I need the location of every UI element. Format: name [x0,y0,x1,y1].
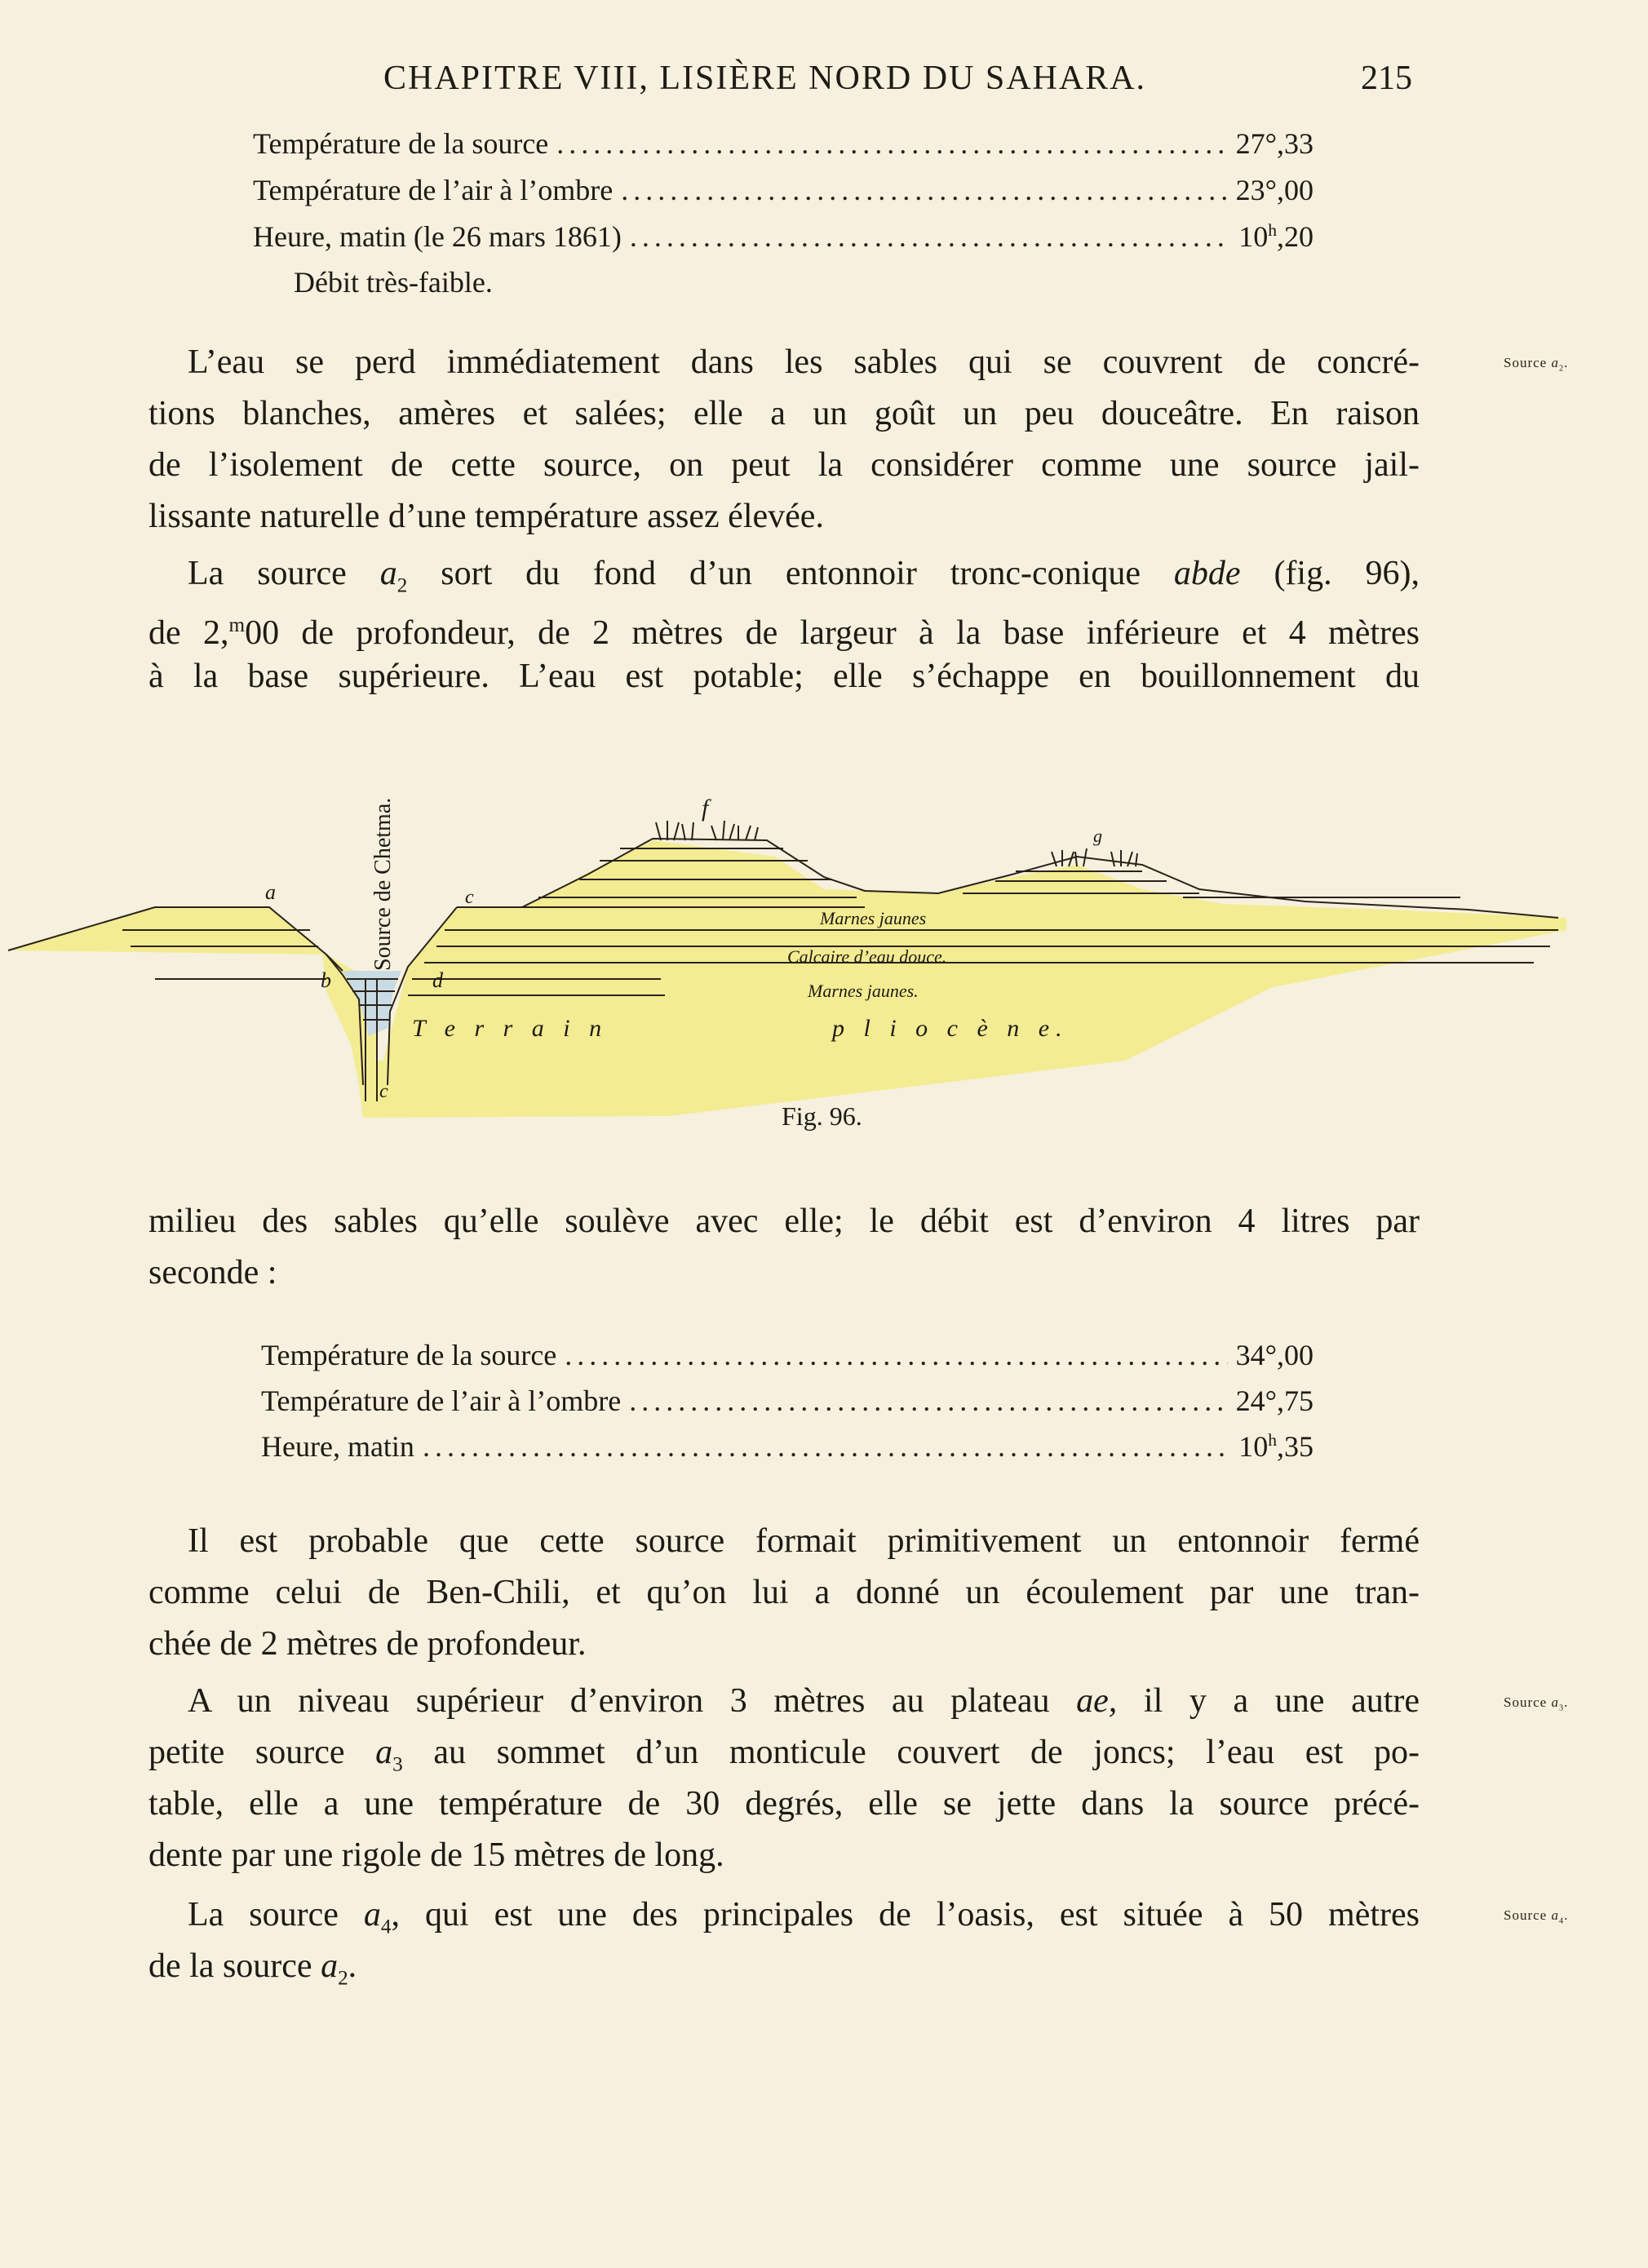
running-title: CHAPITRE VIII, LISIÈRE NORD DU SAHARA. [383,60,1147,97]
figure-96-cross-section [0,759,1648,1134]
table-row [253,173,1314,207]
flow-note: Débit très-faible. [294,266,493,299]
paragraph: La source $a_2$ sort du fond d’un entonnoir tronc-conique abde (fig. 96), de 2,$^m$00 de profondeur, de 2 mètres de largeur à la base inférieure et 4 mètres à la base supérieure. L’eau est potable; elle s’échappe en bouillonnement du [148,555,1420,695]
label-d: d [432,968,443,992]
leader-dots [629,1384,1227,1418]
label-c-top: c [465,887,474,908]
paragraph: La source $a_4$, qui est une des principales de l’oasis, est située à 50 mètres de la source $a_2$. [148,1896,1420,1990]
page-number: 215 [1361,60,1412,97]
row-value: 34°,00 [1235,1339,1314,1371]
stratum-label: Marnes jaunes [820,908,927,928]
row-label: Heure, matin (le 26 mars 1861) [253,220,622,253]
row-label: Heure, matin [261,1430,414,1463]
leader-dots [630,219,1230,254]
label-a: a [265,880,276,904]
row-value: 10$^h$,35 [1238,1430,1314,1463]
leader-dots [565,1338,1227,1372]
paragraph: milieu des sables qu’elle soulève avec elle; le débit est d’environ 4 litres par seconde : [148,1203,1420,1291]
terrain-label: T e r r a i n [412,1015,609,1042]
paragraph: Il est probable que cette source formait primitivement un entonnoir fermé comme celui de Ben-Chili, et qu’on lui a donné un écoulement par une tran- chée de 2 mètres de profondeur. [148,1522,1420,1663]
paragraph: A un niveau supérieur d’environ 3 mètres au plateau ae, il y a une autre petite source $a_3$ au sommet d’un monticule couvert de joncs; l’eau est po- table, elle a une température de 30 degrés, elle se jette dans la source précé- dente par une rigole de 15 mètres de long. [148,1682,1420,1874]
stratum-label: Calcaire d’eau douce. [787,946,947,967]
leader-dots [423,1429,1230,1464]
row-value: 23°,00 [1235,174,1314,206]
paragraph: L’eau se perd immédiatement dans les sables qui se couvrent de concré- tions blanches, amères et salées; elle a un goût un peu douceâtre. En raison de l’isolement de cette source, on peut la considérer comme une source jail- lissante naturelle d’une température assez élevée. [148,343,1420,535]
table-row [261,1338,1314,1372]
row-label: Température de l’air à l’ombre [261,1384,622,1417]
table-row [253,219,1314,254]
table-row [261,1384,1314,1418]
row-label: Température de la source [253,127,549,160]
leader-dots [556,126,1227,161]
label-b: b [321,968,331,992]
figure-caption: Fig. 96. [782,1101,862,1131]
row-label: Température de l’air à l’ombre [253,174,614,206]
stratum-label: Marnes jaunes. [808,981,919,1001]
row-value: 24°,75 [1235,1384,1314,1417]
label-c-bottom: c [379,1081,388,1102]
table-row [261,1429,1314,1464]
leader-dots [621,173,1227,207]
running-head [0,59,1648,100]
label-g: g [1093,826,1102,846]
source-chetma-label: Source de Chetma. [370,797,396,971]
margin-note-source-a4: Source $a_4$. [1504,1907,1569,1926]
margin-note-source-a2: Source $a_2$. [1504,355,1569,374]
margin-note-source-a3: Source $a_3$. [1504,1694,1569,1713]
row-value: 27°,33 [1235,127,1314,160]
row-value: 10$^h$,20 [1238,220,1314,253]
pliocene-label: p l i o c è n e. [832,1015,1069,1042]
table-row [253,126,1314,161]
label-f: f [702,795,709,822]
row-label: Température de la source [261,1339,557,1371]
